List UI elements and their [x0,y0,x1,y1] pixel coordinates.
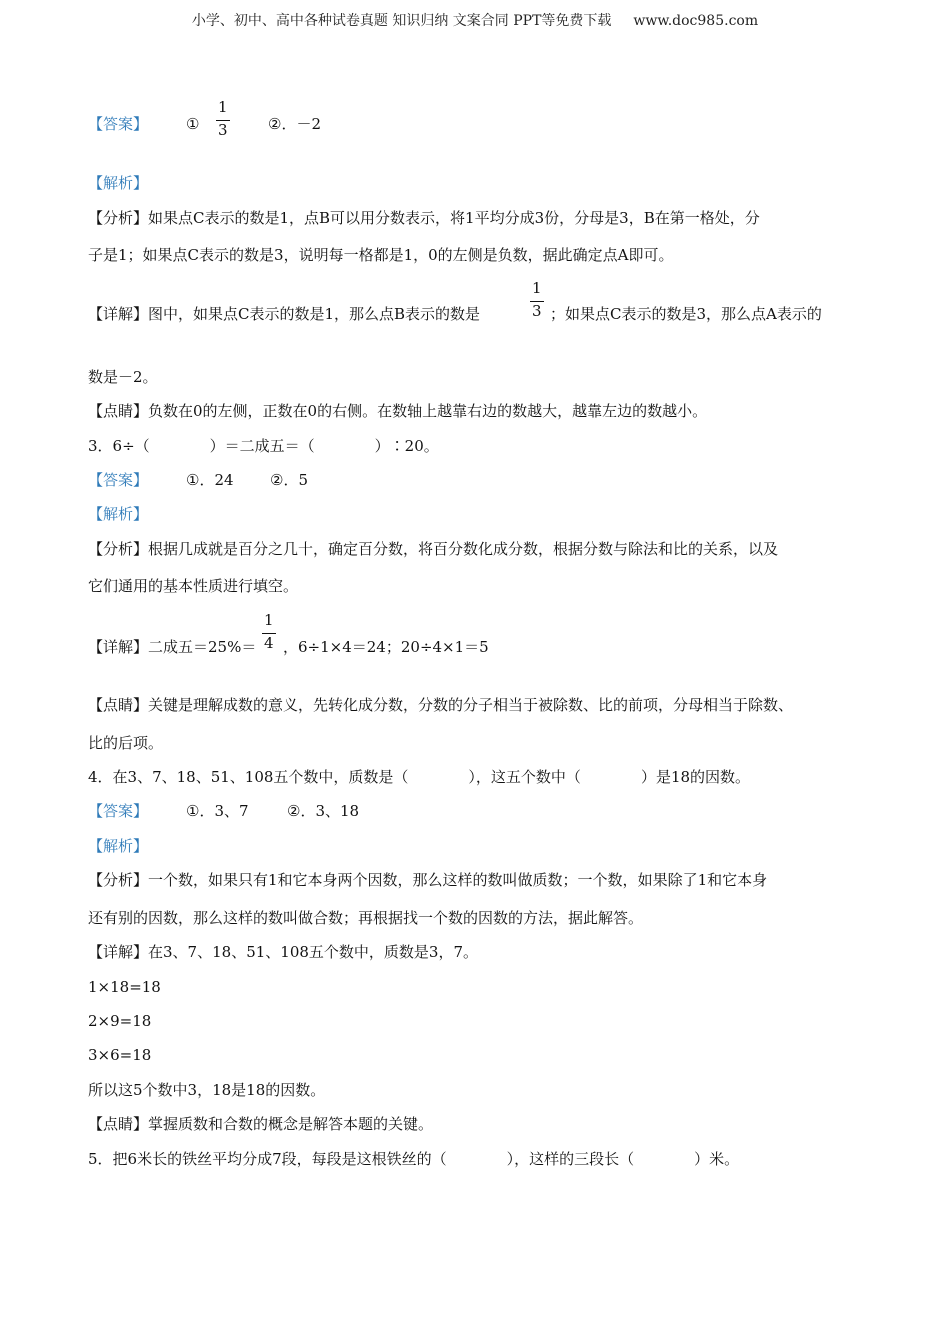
analysis-head-tag: 【解析】 [88,174,149,192]
q3-answer-2: ②．5 [270,471,308,489]
q2-answer-1-fraction: $\frac{1}{3}$ [218,98,228,139]
q2-answer-2: ②．－2 [268,115,321,133]
q4-comment: 【点睛】掌握质数和合数的概念是解答本题的关键。 [88,1115,434,1133]
q2-detail-fraction: $\frac{1}{3}$ [532,279,542,320]
q2-detail-line-1: 【详解】图中，如果点C表示的数是1，那么点B表示的数是 [88,305,481,323]
header-site[interactable]: www.doc985.com [633,13,759,29]
answer-tag: 【答案】 [88,115,149,133]
q4-analysis-line-1: 【分析】一个数，如果只有1和它本身两个因数，那么这样的数叫做质数；一个数，如果除了1和它本身 [88,871,768,889]
q5-question: 5．把6米长的铁丝平均分成7段，每段是这根铁丝的（ ），这样的三段长（ ）米。 [88,1150,740,1168]
q3-analysis-line-1: 【分析】根据几成就是百分之几十，确定百分数，将百分数化成分数，根据分数与除法和比的关系，以及 [88,540,779,558]
q3-comment-line-2: 比的后项。 [88,734,164,752]
q3-analysis-head: 【解析】 [88,505,149,523]
q2-detail-line-2: 数是－2。 [88,368,158,386]
q2-answer-line [88,117,148,132]
q4-calc-2: 2×9=18 [88,1012,152,1030]
q3-comment-line-1: 【点睛】关键是理解成数的意义，先转化成分数，分数的分子相当于被除数、比的前项，分母相当于除数、 [88,696,794,714]
q4-calc-3: 3×6=18 [88,1046,152,1064]
q2-analysis-line-2: 子是1；如果点C表示的数是3，说明每一格都是1，0的左侧是负数，据此确定点A即可。 [88,246,674,264]
q4-analysis-head: 【解析】 [88,837,149,855]
q3-analysis-line-2: 它们通用的基本性质进行填空。 [88,577,299,595]
q3-detail-line: 【详解】二成五＝25%＝ [88,638,257,656]
q4-answer-1: ①．3、7 [186,802,249,820]
q3-answer-tag: 【答案】 [88,471,149,489]
q4-answer-tag: 【答案】 [88,802,149,820]
q4-conclusion: 所以这5个数中3，18是18的因数。 [88,1081,326,1099]
q4-question: 4．在3、7、18、51、108五个数中，质数是（ ），这五个数中（ ）是18的因数。 [88,768,751,786]
q3-question: 3．6÷（ ）＝二成五＝（ ）∶20。 [88,437,439,455]
q4-analysis-line-2: 还有别的因数，那么这样的数叫做合数；再根据找一个数的因数的方法，据此解答。 [88,909,644,927]
q3-detail-post: ，6÷1×4＝24；20÷4×1＝5 [283,638,489,656]
q2-detail-line-1-post: ；如果点C表示的数是3，那么点A表示的 [550,305,822,323]
q4-detail: 【详解】在3、7、18、51、108五个数中，质数是3，7。 [88,943,478,961]
header-title: 小学、初中、高中各种试卷真题 知识归纳 文案合同 PPT等免费下载 [191,13,612,29]
q3-answer-1: ①．24 [186,471,234,489]
q2-comment: 【点睛】负数在0的左侧，正数在0的右侧。在数轴上越靠右边的数越大，越靠左边的数越小。 [88,402,708,420]
q4-calc-1: 1×18=18 [88,978,161,996]
q2-answer-1-marker: ① [186,115,200,133]
q4-answer-2: ②．3、18 [287,802,360,820]
q3-detail-fraction: $\frac{1}{4}$ [264,611,274,652]
q2-analysis-line-1: 【分析】如果点C表示的数是1，点B可以用分数表示，将1平均分成3份，分母是3，B在第一格处，分 [88,209,760,227]
page-header [0,14,950,28]
